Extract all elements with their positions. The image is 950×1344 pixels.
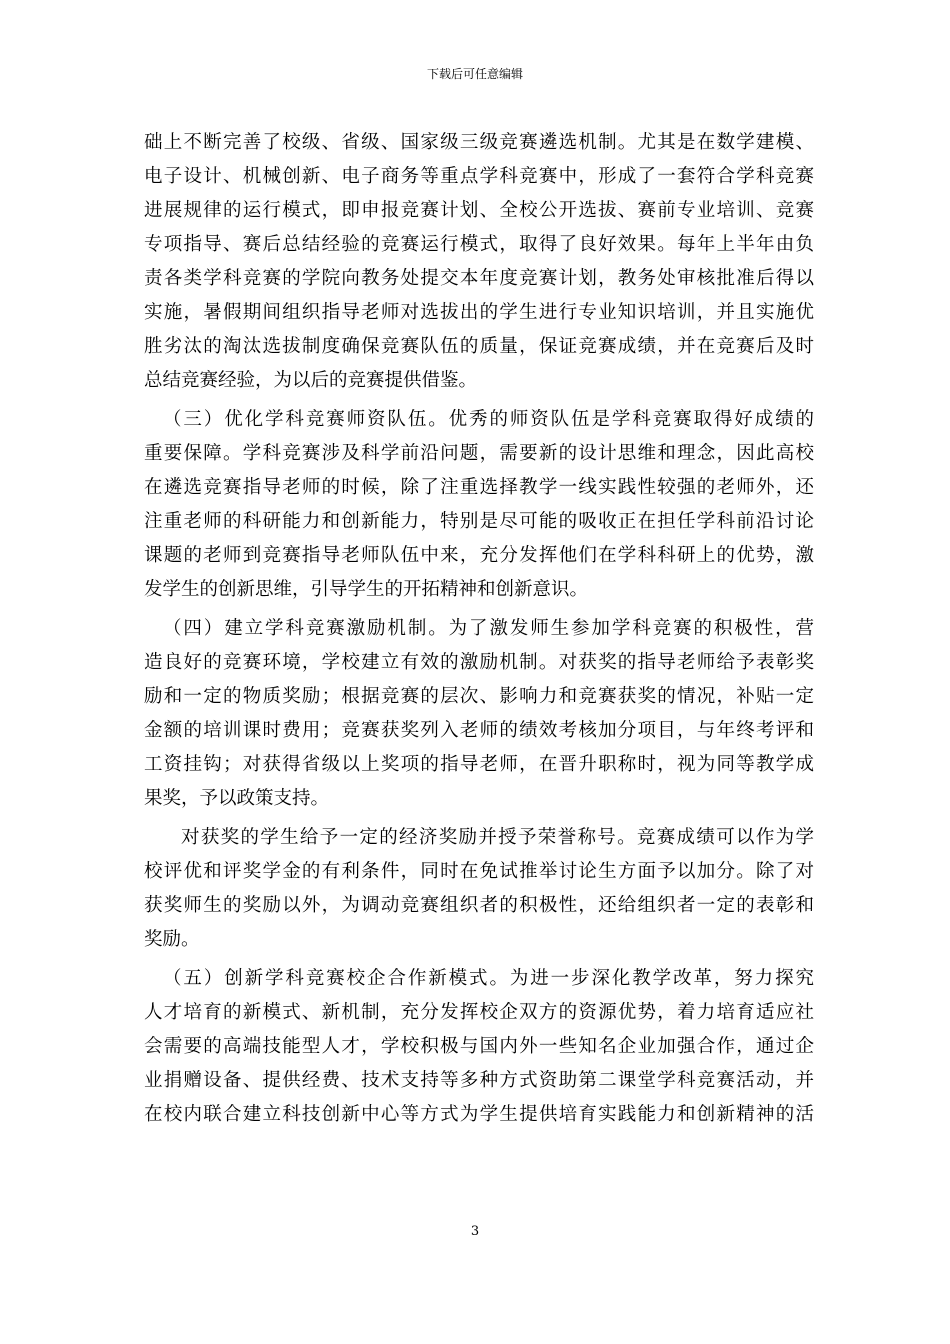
text-line: 人才培育的新模式、新机制，充分发挥校企双方的资源优势，着力培育适应社: [144, 1002, 814, 1023]
page-header: 下载后可任意编辑: [426, 67, 523, 81]
text-line: 注重老师的科研能力和创新能力，特别是尽可能的吸收正在担任学科前沿讨论: [144, 511, 814, 532]
text-line: 进展规律的运行模式，即申报竞赛计划、全校公开选拔、赛前专业培训、竞赛: [144, 200, 814, 221]
text-line: 胜劣汰的淘汰选拔制度确保竞赛队伍的质量，保证竞赛成绩，并在竞赛后及时: [144, 336, 814, 357]
text-line: 在遴选竞赛指导老师的时候，除了注重选择教学一线实践性较强的老师外，还: [144, 477, 814, 498]
text-line: （五）创新学科竞赛校企合作新模式。为进一步深化教学改革，努力探究: [163, 968, 814, 989]
text-line: 奖励。: [144, 929, 200, 950]
text-line: 电子设计、机械创新、电子商务等重点学科竞赛中，形成了一套符合学科竞赛: [144, 166, 814, 187]
text-line: 课题的老师到竞赛指导老师队伍中来，充分发挥他们在学科科研上的优势，激: [144, 545, 814, 566]
text-line: 会需要的高端技能型人才，学校积极与国内外一些知名企业加强合作，通过企: [144, 1036, 814, 1057]
text-line: 专项指导、赛后总结经验的竞赛运行模式，取得了良好效果。每年上半年由负: [144, 234, 814, 255]
page-number: 3: [470, 1224, 480, 1239]
text-line: 励和一定的物质奖励；根据竞赛的层次、影响力和竞赛获奖的情况，补贴一定: [144, 686, 814, 707]
text-line: 实施，暑假期间组织指导老师对选拔出的学生进行专业知识培训，并且实施优: [144, 302, 814, 323]
paragraph-5: [144, 962, 814, 1132]
text-line: 业捐赠设备、提供经费、技术支持等多种方式资助第二课堂学科竞赛活动，并: [144, 1070, 814, 1091]
text-line: 金额的培训课时费用；竞赛获奖列入老师的绩效考核加分项目，与年终考评和: [144, 720, 814, 741]
text-line: 获奖师生的奖励以外，为调动竞赛组织者的积极性，还给组织者一定的表彰和: [144, 895, 814, 916]
text-line: 果奖，予以政策支持。: [144, 788, 330, 809]
text-line: 总结竞赛经验，为以后的竞赛提供借鉴。: [144, 370, 478, 391]
text-line: （四）建立学科竞赛激励机制。为了激发师生参加学科竞赛的积极性，营: [163, 618, 814, 639]
text-line: （三）优化学科竞赛师资队伍。优秀的师资队伍是学科竞赛取得好成绩的: [163, 409, 814, 430]
text-line: 在校内联合建立科技创新中心等方式为学生提供培育实践能力和创新精神的活: [144, 1104, 814, 1125]
text-line: 对获奖的学生给予一定的经济奖励并授予荣誉称号。竞赛成绩可以作为学: [181, 827, 814, 848]
paragraph-3: [144, 612, 814, 816]
text-line: 造良好的竞赛环境，学校建立有效的激励机制。对获奖的指导老师给予表彰奖: [144, 652, 814, 673]
text-line: 工资挂钩；对获得省级以上奖项的指导老师，在晋升职称时，视为同等教学成: [144, 754, 814, 775]
paragraph-2: [144, 403, 814, 607]
text-line: 发学生的创新思维，引导学生的开拓精神和创新意识。: [144, 579, 589, 600]
paragraph-1: [144, 126, 814, 398]
paragraph-4: [144, 821, 814, 957]
text-line: 重要保障。学科竞赛涉及科学前沿问题，需要新的设计思维和理念，因此高校: [144, 443, 814, 464]
text-line: 础上不断完善了校级、省级、国家级三级竞赛遴选机制。尤其是在数学建模、: [144, 132, 814, 153]
document-body: [144, 126, 814, 1132]
text-line: 责各类学科竞赛的学院向教务处提交本年度竞赛计划，教务处审核批准后得以: [144, 268, 814, 289]
text-line: 校评优和评奖学金的有利条件，同时在免试推举讨论生方面予以加分。除了对: [144, 861, 814, 882]
